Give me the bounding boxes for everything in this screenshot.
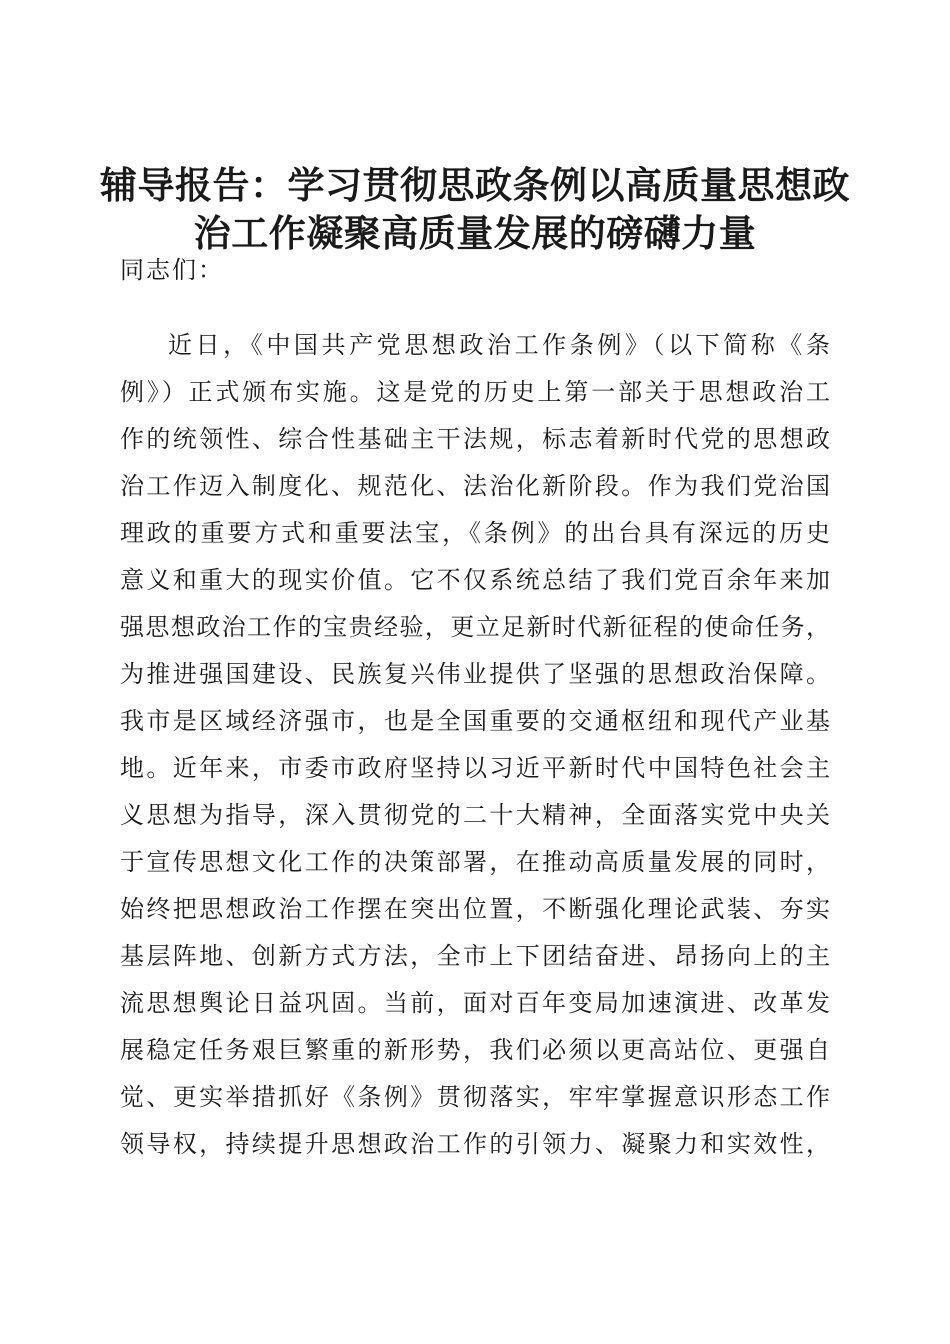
document-body xyxy=(120,252,830,1168)
paragraph-line: 始终把思想政治工作摆在突出位置，不断强化理论武装、夯实 xyxy=(120,895,830,923)
paragraph-line: 强思想政治工作的宝贵经验，更立足新时代新征程的使命任务， xyxy=(120,613,830,641)
paragraph-line: 近日，《中国共产党思想政治工作条例》（以下简称《条 xyxy=(168,331,830,359)
paragraph-line: 为推进强国建设、民族复兴伟业提供了坚强的思想政治保障。 xyxy=(120,660,830,688)
salutation: 同志们： xyxy=(120,256,224,284)
paragraph-line: 义思想为指导，深入贯彻党的二十大精神，全面落实党中央关 xyxy=(120,801,830,829)
paragraph-line: 流思想舆论日益巩固。当前，面对百年变局加速演进、改革发 xyxy=(120,989,830,1017)
paragraph-line: 展稳定任务艰巨繁重的新形势，我们必须以更高站位、更强自 xyxy=(120,1036,830,1064)
paragraph-line: 于宣传思想文化工作的决策部署，在推动高质量发展的同时， xyxy=(120,848,830,876)
body-paragraph xyxy=(120,322,830,1168)
paragraph-line: 理政的重要方式和重要法宝，《条例》的出台具有深远的历史 xyxy=(120,519,830,547)
paragraph-line: 基层阵地、创新方式方法，全市上下团结奋进、昂扬向上的主 xyxy=(120,942,830,970)
paragraph-line: 治工作迈入制度化、规范化、法治化新阶段。作为我们党治国 xyxy=(120,472,830,500)
paragraph-line: 我市是区域经济强市，也是全国重要的交通枢纽和现代产业基 xyxy=(120,707,830,735)
title-line-2: 治工作凝聚高质量发展的磅礴力量 xyxy=(193,210,757,255)
paragraph-line: 意义和重大的现实价值。它不仅系统总结了我们党百余年来加 xyxy=(120,566,830,594)
document-title xyxy=(60,161,890,257)
paragraph-line: 例》）正式颁布实施。这是党的历史上第一部关于思想政治工 xyxy=(120,378,830,406)
paragraph-line: 觉、更实举措抓好《条例》贯彻落实，牢牢掌握意识形态工作 xyxy=(120,1083,830,1111)
paragraph-line: 作的统领性、综合性基础主干法规，标志着新时代党的思想政 xyxy=(120,425,830,453)
title-line-1: 辅导报告：学习贯彻思政条例以高质量思想政 xyxy=(100,162,850,207)
paragraph-line: 地。近年来，市委市政府坚持以习近平新时代中国特色社会主 xyxy=(120,754,830,782)
paragraph-line: 领导权，持续提升思想政治工作的引领力、凝聚力和实效性， xyxy=(120,1130,830,1158)
